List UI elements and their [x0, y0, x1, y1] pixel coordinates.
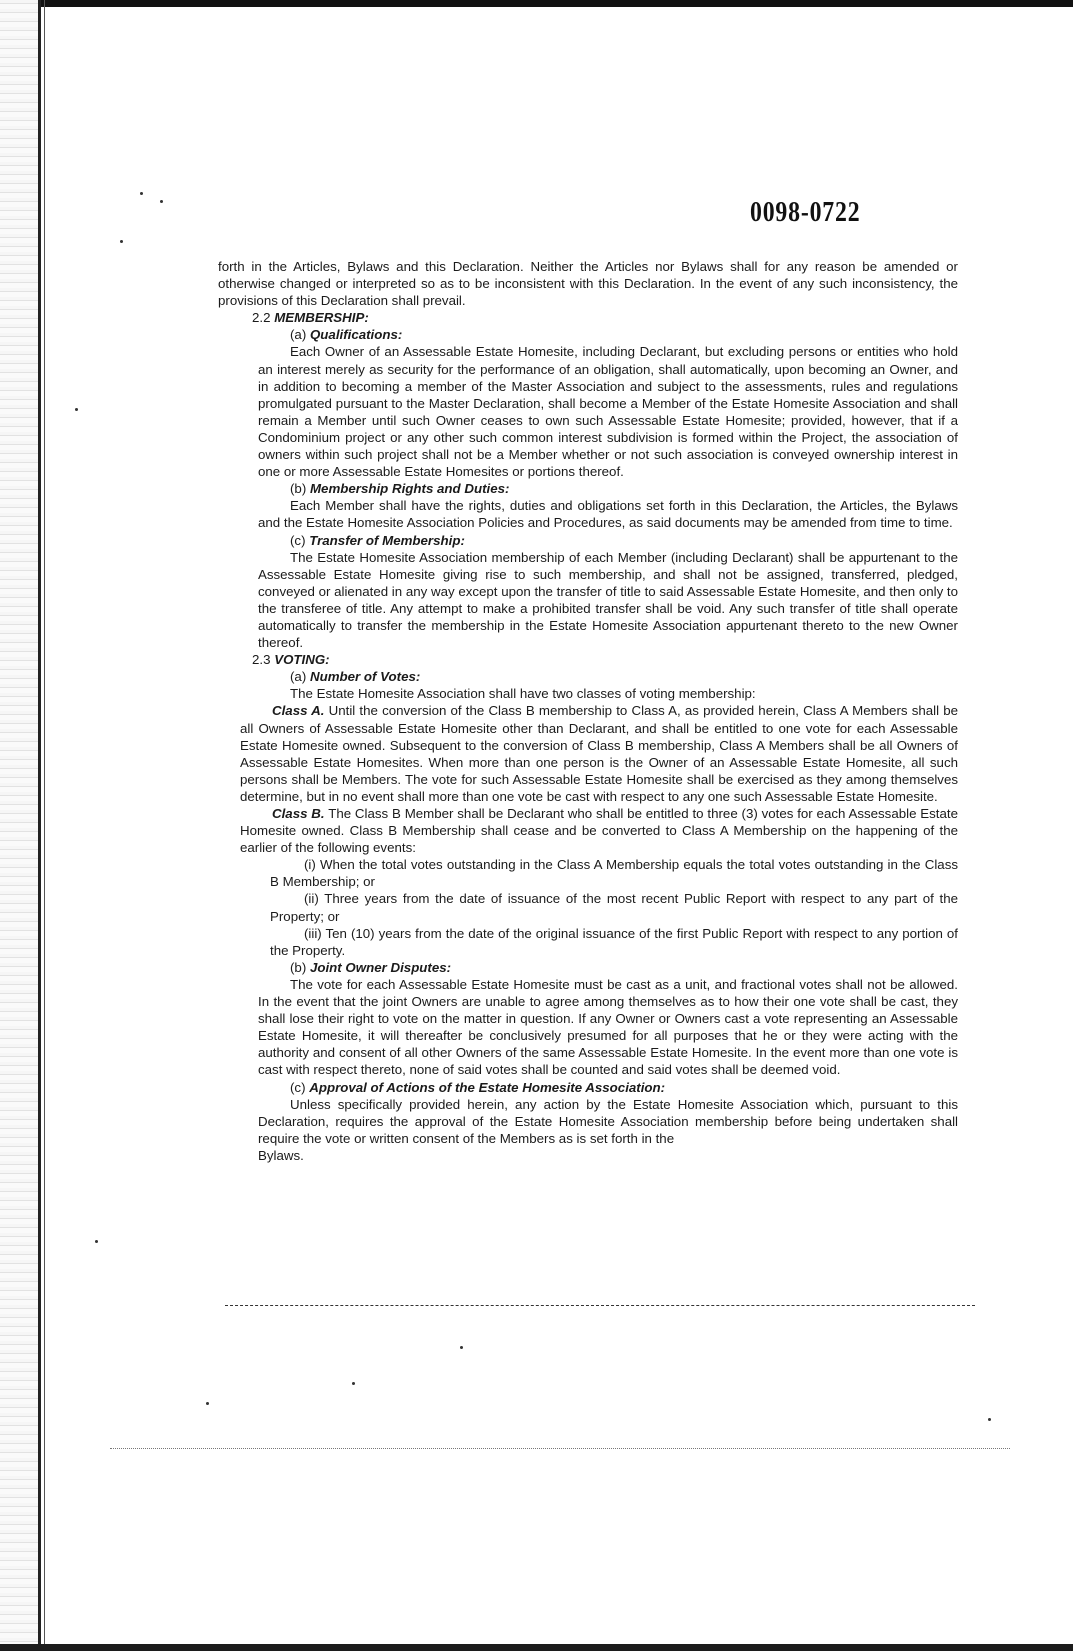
conversion-event: (ii) Three years from the date of issuance of the most recent Public Report with respect to any part of the Property; or: [270, 891, 958, 924]
scan-speck: [160, 200, 163, 203]
subsection-heading: [218, 326, 958, 343]
conversion-event: (iii) Ten (10) years from the date of the original issuance of the first Public Report with respect to any portion of the Property.: [270, 925, 958, 958]
section-title: MEMBERSHIP:: [274, 310, 369, 326]
subsection-label: (c): [290, 532, 306, 548]
document-number: 0098-0722: [750, 196, 861, 228]
transfer-membership-paragraph: The Estate Homesite Association membership of each Member (including Declarant) shall be appurtenant to the Assessable Estate Homesite giving rise to such membership, and shall not be assigned, transferred, pledged, conveyed or alienated in any way except upon the transfer of title to said Assessable Estate Homesite, and then only to the transferee of title. Any attempt to make a prohibited transfer shall be void. Any such transfer of title shall operate automatically to transfer the membership in the Estate Homesite Association appurtenant thereto to the new Owner thereof.: [258, 549, 958, 651]
subsection-heading: [218, 959, 958, 976]
subsection-title: Transfer of Membership:: [309, 532, 465, 548]
subsection-heading: [218, 1079, 958, 1096]
scan-top-edge: [0, 0, 1073, 7]
scan-speck: [460, 1346, 463, 1349]
subsection-heading: [218, 532, 958, 549]
bottom-rule: [225, 1305, 975, 1306]
subsection-title: Joint Owner Disputes:: [309, 959, 452, 975]
section-title: VOTING:: [274, 652, 330, 668]
scan-speck: [75, 408, 78, 411]
class-b-label: Class B.: [272, 806, 325, 821]
class-b-paragraph: [218, 805, 958, 856]
class-a-label: Class A.: [272, 703, 325, 719]
subsection-heading: [218, 668, 958, 685]
document-body: [218, 258, 958, 1164]
membership-rights-paragraph: Each Member shall have the rights, duties and obligations set forth in this Declaration, the Articles, the Bylaws and the Estate Homesite Association Policies and Procedures, as said documents may be amended from time to time.: [258, 498, 958, 531]
section-number: 2.2: [252, 310, 271, 326]
subsection-title: Number of Votes:: [309, 669, 421, 685]
subsection-label: (a): [290, 327, 307, 343]
intro-paragraph: forth in the Articles, Bylaws and this Declaration. Neither the Articles nor Bylaws shall for any reason be amended or otherwise changed or interpreted so as to be inconsistent with this Declaration. In the event of any such inconsistency, the provisions of this Declaration shall prevail.: [218, 259, 958, 309]
section-number: 2.3: [252, 652, 271, 668]
conversion-event: (i) When the total votes outstanding in the Class A Membership equals the total votes outstanding in the Class B Membership; or: [270, 857, 958, 890]
scan-left-margin: [0, 0, 40, 1651]
approval-paragraph-tail: Bylaws.: [258, 1147, 304, 1163]
scan-speck: [95, 1240, 98, 1243]
subsection-label: (b): [290, 959, 307, 975]
scan-speck: [988, 1418, 991, 1421]
scan-left-edge-inner: [44, 0, 45, 1651]
section-heading-membership: [218, 309, 958, 326]
subsection-label: (b): [290, 481, 307, 497]
subsection-title: Membership Rights and Duties:: [309, 481, 510, 497]
scan-left-edge: [38, 0, 41, 1651]
subsection-label: (c): [290, 1079, 306, 1095]
subsection-title: Approval of Actions of the Estate Homesite Association:: [309, 1079, 666, 1095]
scan-speck: [352, 1382, 355, 1385]
class-b-text: The Class B Member shall be Declarant who shall be entitled to three (3) votes for each Assessable Estate Homesite owned. Class B Membership shall cease and be converted to Class A Membership on the happening of the earlier of the following events:: [240, 806, 958, 856]
subsection-title: Qualifications:: [309, 327, 403, 343]
qualifications-paragraph: Each Owner of an Assessable Estate Homesite, including Declarant, but excluding persons or entities who hold an interest merely as security for the performance of an obligation, shall automatically, upon becoming an Owner, and in addition to becoming a member of the Master Association and subject to the assessments, rules and regulations promulgated pursuant to the Master Declaration, shall become a Member of the Estate Homesite Association and shall remain a Member until such Owner ceases to own such Assessable Estate Homesite; provided, however, that if a Condominium project or any other such common interest subdivision is formed within the Project, the association of owners within such project shall not be a Member whether or not such association is conveyed ownership interest in one or more Assessable Estate Homesites or portions thereof.: [258, 344, 958, 480]
voting-classes-intro: The Estate Homesite Association shall have two classes of voting membership:: [290, 686, 756, 702]
section-heading-voting: [218, 651, 958, 668]
subsection-label: (a): [290, 669, 307, 685]
joint-owner-paragraph: The vote for each Assessable Estate Homesite must be cast as a unit, and fractional votes shall not be allowed. In the event that the joint Owners are unable to agree among themselves as to how their one vote shall be cast, they shall lose their right to vote on the matter in question. If any Owner or Owners cast a vote representing an Assessable Estate Homesite, it will thereafter be conclusively presumed for all purposes that he or they were acting with the authority and consent of all other Owners of the same Assessable Estate Homesite. In the event more than one vote is cast with respect thereto, none of said votes shall be counted and said votes shall be deemed void.: [258, 976, 958, 1078]
scan-speck: [120, 240, 123, 243]
class-a-text: Until the conversion of the Class B membership to Class A, as provided herein, Class A Members shall be all Owners of Assessable Estate Homesite other than Declarant, and shall be entitled to one vote for each Assessable Estate Homesite owned. Subsequent to the conversion of Class B membership, Class A Members shall be all Owners of Assessable Estate Homesites. When more than one person is the Owner of an Assessable Estate Homesite, all such persons shall be Members. The vote for such Assessable Estate Homesite shall be exercised as they among themselves determine, but in no event shall more than one vote be cast with respect to any one such Assessable Estate Homesite.: [240, 703, 959, 804]
scan-speck: [140, 192, 143, 195]
approval-paragraph: Unless specifically provided herein, any action by the Estate Homesite Association which, pursuant to this Declaration, requires the approval of the Estate Homesite Association membership before being undertaken shall require the vote or written consent of the Members as is set forth in the: [258, 1096, 958, 1146]
scan-bottom-edge: [0, 1644, 1073, 1651]
subsection-heading: [218, 480, 958, 497]
lower-scan-line: [110, 1448, 1010, 1449]
scan-speck: [206, 1402, 209, 1405]
class-a-paragraph: [218, 702, 958, 805]
